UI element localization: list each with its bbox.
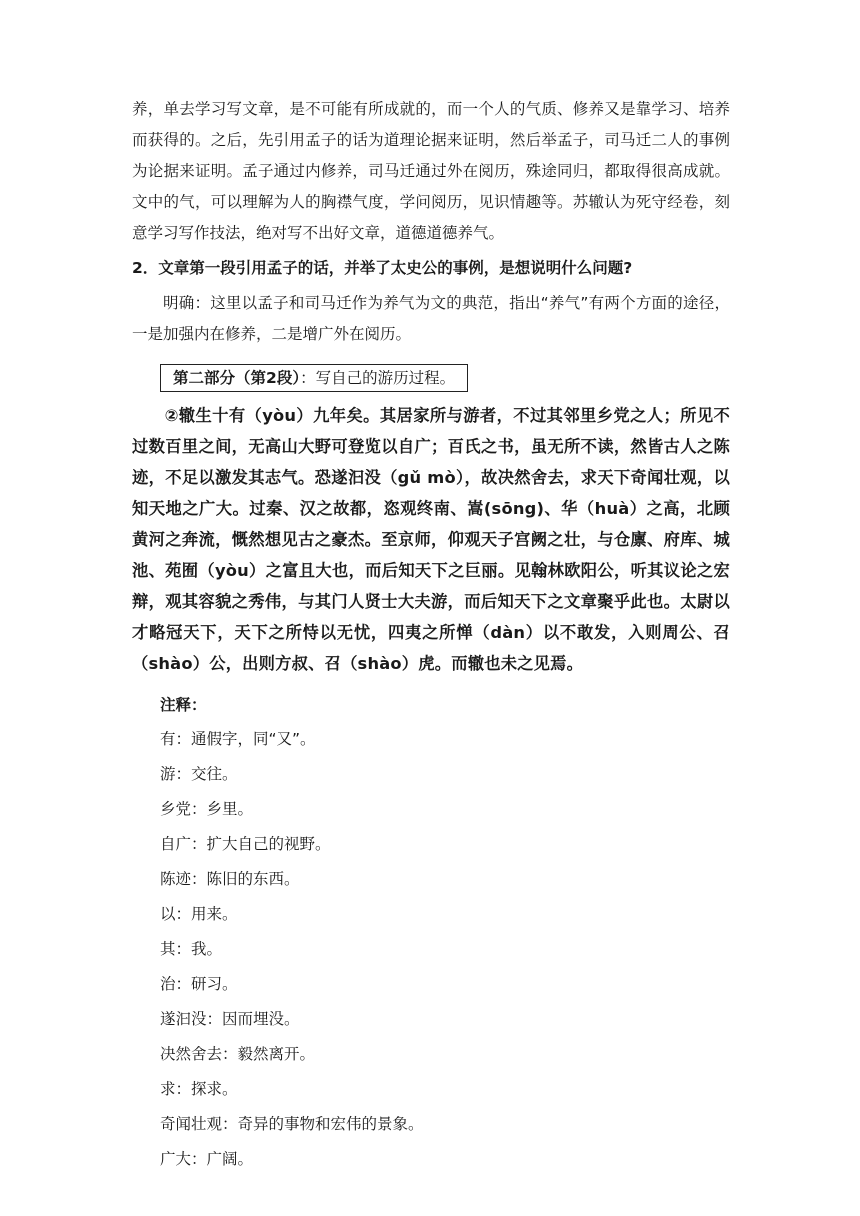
note-item: 自广：扩大自己的视野。 (160, 835, 331, 853)
note-item: 其：我。 (160, 940, 223, 958)
section-heading-box (160, 364, 468, 392)
classical-text-paragraph: ②辙生十有（yòu）九年矣。其居家所与游者，不过其邻里乡党之人；所见不过数百里之间，无高山大野可登览以自广；百氏之书，虽无所不读，然皆古人之陈迹，不足以激发其志气。恐遂汩没（gǔ mò），故决然舍去，求天下奇闻壮观，以知天地之广大。过秦、汉之故都，恣观终南、嵩(sōng)、华（huà）之高，北顾黄河之奔流，慨然想见古之豪杰。至京师，仰观天子宫阙之壮，与仓廪、府库、城池、苑囿（yòu）之富且大也，而后知天下之巨丽。见翰林欧阳公，听其议论之宏辩，观其容貌之秀伟，与其门人贤士大夫游，而后知天下之文章聚乎此也。太尉以才略冠天下，天下之所恃以无忧，四夷之所惮（dàn）以不敢发，入则周公、召（shào）公，出则方叔、召（shào）虎。而辙也未之见焉。 (132, 406, 730, 673)
notes-list (132, 722, 730, 1177)
note-item: 乡党：乡里。 (160, 800, 254, 818)
section-part-end: 段） (276, 369, 301, 387)
note-item: 游：交往。 (160, 765, 238, 783)
note-item: 以：用来。 (160, 905, 238, 923)
section-part-number: 2 (266, 369, 277, 387)
section-description: ：写自己的游历过程。 (300, 369, 456, 387)
notes-title: 注释： (160, 696, 207, 714)
note-item: 广大：广阔。 (160, 1150, 254, 1168)
section-part-label: 第二部分（第 (173, 369, 267, 387)
note-item: 治：研习。 (160, 975, 238, 993)
note-item: 奇闻壮观：奇异的事物和宏伟的景象。 (160, 1115, 424, 1133)
intro-paragraph: 养，单去学习写文章，是不可能有所成就的，而一个人的气质、修养又是靠学习、培养而获得的。之后，先引用孟子的话为道理论据来证明，然后举孟子，司马迁二人的事例为论据来证明。孟子通过内修养，司马迁通过外在阅历，殊途同归，都取得很高成就。文中的气，可以理解为人的胸襟气度，学问阅历，见识情趣等。苏辙认为死守经卷，刻意学习写作技法，绝对写不出好文章，道德道德养气。 (132, 100, 730, 242)
answer-2: 明确：这里以孟子和司马迁作为养气为文的典范，指出“养气”有两个方面的途径，一是加强内在修养，二是增广外在阅历。 (132, 294, 730, 343)
note-item: 有：通假字，同“又”。 (160, 730, 316, 748)
document-page (132, 94, 730, 1177)
note-item: 决然舍去：毅然离开。 (160, 1045, 316, 1063)
question-2: 2．文章第一段引用孟子的话，并举了太史公的事例，是想说明什么问题? (132, 259, 633, 277)
note-item: 遂汩没：因而埋没。 (160, 1010, 300, 1028)
note-item: 求：探求。 (160, 1080, 238, 1098)
note-item: 陈迹：陈旧的东西。 (160, 870, 300, 888)
